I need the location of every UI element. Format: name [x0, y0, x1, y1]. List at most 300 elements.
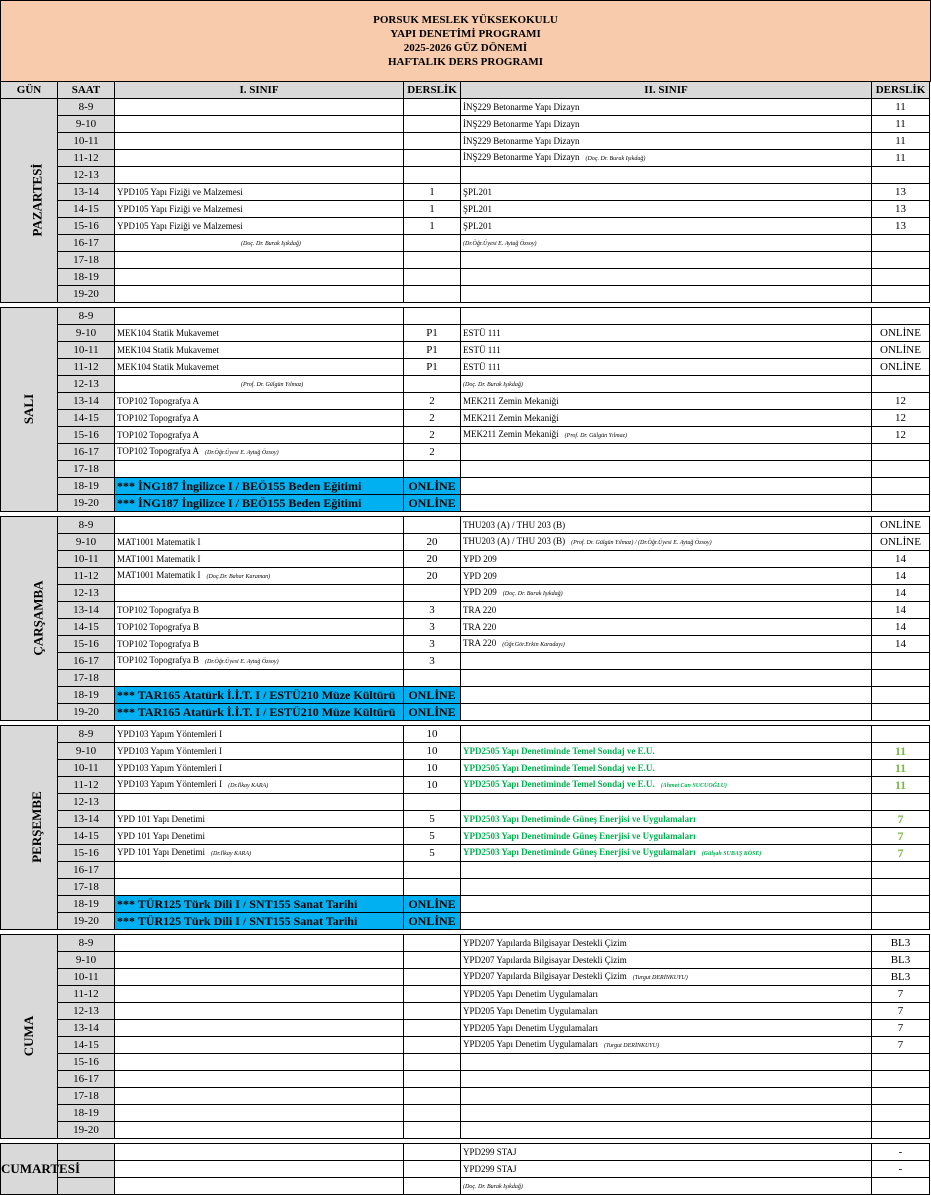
class2-course-cell	[461, 687, 872, 704]
time-slot: 18-19	[58, 896, 115, 913]
class2-room	[872, 1178, 930, 1195]
time-slot	[58, 1144, 115, 1161]
class1-room	[404, 269, 461, 286]
day-cell	[1, 1144, 80, 1195]
time-slot: 15-16	[58, 636, 115, 653]
class1-course-cell	[115, 794, 404, 811]
class1-course-cell	[115, 935, 404, 952]
class2-course-cell	[461, 653, 872, 670]
class2-course: İNŞ229 Betonarme Yapı Dizayn	[463, 102, 580, 112]
class1-course-cell	[115, 670, 404, 687]
class2-room: 12	[872, 393, 930, 410]
schedule-row	[1, 743, 930, 760]
class2-instructor: (Doç. Dr. Burak Işıkdağ)	[585, 156, 646, 162]
time-slot: 8-9	[58, 99, 115, 116]
class1-course-cell	[115, 687, 404, 704]
class1-course: TOP102 Topografya A	[117, 413, 200, 423]
schedule-row	[1, 1003, 930, 1020]
class1-instructor: (Dr.Öğr.Üyesi E. Aytuğ Özsoy)	[205, 659, 279, 665]
class1-room	[404, 1071, 461, 1088]
class1-course-cell	[115, 235, 404, 252]
class2-course-cell	[461, 1003, 872, 1020]
schedule-row	[1, 602, 930, 619]
class2-room: 12	[872, 410, 930, 427]
class2-instructor: (Ahmet Can SUCUOĞLU)	[660, 783, 728, 789]
time-slot: 17-18	[58, 879, 115, 896]
class2-room: -	[872, 1161, 930, 1178]
class1-course: YPD105 Yapı Fiziği ve Malzemesi	[117, 187, 243, 197]
class1-course-cell	[115, 150, 404, 167]
class1-room: P1	[404, 325, 461, 342]
schedule-row	[1, 99, 930, 116]
time-slot: 10-11	[58, 133, 115, 150]
class1-course-cell	[115, 743, 404, 760]
term-name: 2025-2026 GÜZ DÖNEMİ	[403, 42, 528, 54]
class2-course-cell	[461, 726, 872, 743]
class1-course-cell	[115, 879, 404, 896]
schedule-row	[1, 116, 930, 133]
class1-course-cell	[115, 602, 404, 619]
schedule-row	[1, 687, 930, 704]
time-slot: 8-9	[58, 517, 115, 534]
class2-course-cell	[461, 969, 872, 986]
class2-room	[872, 794, 930, 811]
class1-course: TOP102 Topografya A	[117, 446, 200, 456]
class1-room: 2	[404, 393, 461, 410]
class1-room: 3	[404, 602, 461, 619]
class2-course: MEK211 Zemin Mekaniği	[463, 396, 559, 406]
class2-room: 13	[872, 201, 930, 218]
schedule-row	[1, 828, 930, 845]
class2-room	[872, 495, 930, 512]
schedule-row	[1, 308, 930, 325]
class2-course: YPD205 Yapı Denetim Uygulamaları	[463, 1006, 598, 1016]
schedule-row	[1, 913, 930, 930]
class2-course: İNŞ229 Betonarme Yapı Dizayn	[463, 119, 580, 129]
class2-instructor: (Turgut DERİNKUYU)	[604, 1043, 659, 1049]
class2-room	[872, 269, 930, 286]
class1-course-cell	[115, 1178, 404, 1195]
class1-room: 5	[404, 811, 461, 828]
class1-course-cell	[115, 1003, 404, 1020]
schedule-row	[1, 1088, 930, 1105]
day-cell	[1, 726, 58, 930]
class2-room	[872, 376, 930, 393]
class1-room: 2	[404, 444, 461, 461]
class2-room	[872, 896, 930, 913]
class2-course-cell	[461, 1054, 872, 1071]
time-slot: 15-16	[58, 845, 115, 862]
class2-course-cell	[461, 359, 872, 376]
schedule-row	[1, 879, 930, 896]
class1-room: 10	[404, 743, 461, 760]
class2-instructor: (Doç. Dr. Burak Işıkdağ)	[502, 591, 563, 597]
schedule-row	[1, 393, 930, 410]
class1-room	[404, 116, 461, 133]
class1-course-cell	[115, 568, 404, 585]
class1-room	[404, 952, 461, 969]
class2-room	[872, 286, 930, 303]
time-slot: 12-13	[58, 376, 115, 393]
class1-instructor: (Dr.İlkay KARA)	[228, 783, 269, 789]
time-slot: 10-11	[58, 760, 115, 777]
class2-course: ŞPL201	[463, 221, 493, 231]
class1-course-cell	[115, 517, 404, 534]
class2-course: ŞPL201	[463, 204, 493, 214]
class2-instructor: (Doç. Dr. Burak Işıkdağ)	[463, 382, 523, 388]
schedule-row	[1, 636, 930, 653]
class2-room: ONLİNE	[872, 325, 930, 342]
class1-room: 3	[404, 653, 461, 670]
class1-room: 5	[404, 845, 461, 862]
class2-course: İNŞ229 Betonarme Yapı Dizayn	[463, 136, 580, 146]
class1-room: 3	[404, 619, 461, 636]
class2-course-cell	[461, 760, 872, 777]
class2-room: 11	[872, 777, 930, 794]
class1-course-cell	[115, 1071, 404, 1088]
class2-room	[872, 726, 930, 743]
schedule-row	[1, 1037, 930, 1054]
class2-room: 11	[872, 116, 930, 133]
time-slot: 15-16	[58, 1054, 115, 1071]
class2-course: YPD299 STAJ	[463, 1164, 517, 1174]
class2-course-cell	[461, 952, 872, 969]
class1-room	[404, 794, 461, 811]
class2-course-cell	[461, 410, 872, 427]
class1-room	[404, 862, 461, 879]
class2-room	[872, 252, 930, 269]
class1-room	[404, 1178, 461, 1195]
schedule-row	[1, 376, 930, 393]
class1-course-cell	[115, 201, 404, 218]
class2-room	[872, 1122, 930, 1139]
class2-room	[872, 704, 930, 721]
day-cell	[1, 308, 58, 512]
class1-course: TOP102 Topografya A	[117, 430, 200, 440]
class2-room: 7	[872, 986, 930, 1003]
day-name: SALI	[20, 393, 36, 425]
schedule-row	[1, 427, 930, 444]
class1-course-cell	[115, 308, 404, 325]
schedule-row	[1, 551, 930, 568]
class1-course: MAT1001 Matematik I	[117, 570, 201, 580]
class2-course-cell	[461, 218, 872, 235]
class2-course: YPD2503 Yapı Denetiminde Güneş Enerjisi ve Uygulamaları	[463, 814, 696, 824]
time-slot: 9-10	[58, 116, 115, 133]
class1-course-cell	[115, 427, 404, 444]
class1-room: 2	[404, 427, 461, 444]
schedule-row	[1, 1054, 930, 1071]
schedule-row	[1, 252, 930, 269]
class1-course-cell	[115, 1105, 404, 1122]
class2-course-cell	[461, 269, 872, 286]
room1-column-header: DERSLİK	[404, 82, 461, 99]
class1-course-cell	[115, 325, 404, 342]
class2-room	[872, 1054, 930, 1071]
class1-course-cell	[115, 342, 404, 359]
schedule-row	[1, 534, 930, 551]
class2-course-cell	[461, 1020, 872, 1037]
class2-course: YPD205 Yapı Denetim Uygulamaları	[463, 1023, 598, 1033]
class1-instructor: (Dr.İlkay KARA)	[211, 851, 252, 857]
schedule-row	[1, 1178, 930, 1195]
class1-course: TOP102 Topografya A	[117, 396, 200, 406]
schedule-row	[1, 568, 930, 585]
class2-course: YPD2505 Yapı Denetiminde Temel Sondaj ve E.U.	[463, 779, 655, 789]
class2-course-cell	[461, 393, 872, 410]
time-slot: 10-11	[58, 551, 115, 568]
class1-course: *** TAR165 Atatürk İ.İ.T. I / ESTÜ210 Müze Kültürü	[117, 688, 396, 702]
class2-instructor: (Prof. Dr. Gülgün Yılmaz) / (Dr.Öğr.Üyesi E. Aytuğ Özsoy)	[571, 540, 712, 546]
class1-room	[404, 1144, 461, 1161]
class2-instructor: (Öğr.Gör.Erkin Karadayı)	[502, 642, 565, 648]
class2-course-cell	[461, 461, 872, 478]
class2-course: MEK211 Zemin Mekaniği	[463, 413, 559, 423]
time-slot: 16-17	[58, 862, 115, 879]
class1-room: 5	[404, 828, 461, 845]
schedule-row	[1, 359, 930, 376]
class1-course-cell	[115, 1122, 404, 1139]
class2-course-cell	[461, 636, 872, 653]
class2-course: ESTÜ 111	[463, 345, 501, 355]
class1-course-cell	[115, 534, 404, 551]
class1-room	[404, 99, 461, 116]
class2-room: -	[872, 1144, 930, 1161]
class2-course-cell	[461, 427, 872, 444]
schedule-row	[1, 935, 930, 952]
time-slot: 18-19	[58, 478, 115, 495]
class1-room: 20	[404, 534, 461, 551]
schedule-row	[1, 619, 930, 636]
class2-course-cell	[461, 150, 872, 167]
class1-course: *** TÜR125 Türk Dili I / SNT155 Sanat Tarihi	[117, 914, 358, 928]
time-slot: 8-9	[58, 726, 115, 743]
class2-room	[872, 862, 930, 879]
class2-room	[872, 444, 930, 461]
class2-course-cell	[461, 1088, 872, 1105]
class2-course: YPD299 STAJ	[463, 1147, 517, 1157]
class2-course-cell	[461, 286, 872, 303]
schedule-row	[1, 325, 930, 342]
class2-course-cell	[461, 235, 872, 252]
class1-course-cell	[115, 184, 404, 201]
schedule-row	[1, 777, 930, 794]
class1-instructor: (Prof. Dr. Gülgün Yılmaz)	[241, 382, 304, 388]
class1-course-cell	[115, 1144, 404, 1161]
class2-room	[872, 1071, 930, 1088]
class2-course: YPD2503 Yapı Denetiminde Güneş Enerjisi ve Uygulamaları	[463, 847, 696, 857]
class2-room: ONLİNE	[872, 359, 930, 376]
class2-course-cell	[461, 1122, 872, 1139]
time-slot: 14-15	[58, 828, 115, 845]
time-slot: 8-9	[58, 935, 115, 952]
class2-course: TRA 220	[463, 638, 497, 648]
class1-course-cell	[115, 828, 404, 845]
class1-course-cell	[115, 410, 404, 427]
class1-course: MEK104 Statik Mukavemet	[117, 362, 219, 372]
class2-course: THU203 (A) / THU 203 (B)	[463, 520, 566, 530]
class1-room: 1	[404, 201, 461, 218]
class2-room: ONLİNE	[872, 342, 930, 359]
schedule-row	[1, 150, 930, 167]
schedule-row	[1, 184, 930, 201]
class2-room: 14	[872, 585, 930, 602]
class2-room: 7	[872, 1037, 930, 1054]
class1-course-cell	[115, 551, 404, 568]
class2-course-cell	[461, 862, 872, 879]
class1-course: MAT1001 Matematik I	[117, 537, 201, 547]
class2-room: ONLİNE	[872, 517, 930, 534]
class1-room: 3	[404, 636, 461, 653]
class1-course: YPD 101 Yapı Denetimi	[117, 814, 206, 824]
class1-room	[404, 969, 461, 986]
class2-room: 7	[872, 845, 930, 862]
day-cell	[1, 99, 58, 303]
schedule-row	[1, 444, 930, 461]
schedule-title: HAFTALIK DERS PROGRAMI	[387, 56, 544, 68]
class1-course-cell	[115, 252, 404, 269]
class2-room	[872, 879, 930, 896]
class1-room: P1	[404, 342, 461, 359]
class2-room	[872, 478, 930, 495]
class1-course-cell	[115, 952, 404, 969]
class2-course: YPD 209	[463, 571, 497, 581]
class2-room	[872, 235, 930, 252]
class2-room: 7	[872, 1003, 930, 1020]
class1-course-cell	[115, 478, 404, 495]
class1-course-cell	[115, 1088, 404, 1105]
time-slot: 9-10	[58, 743, 115, 760]
time-slot: 14-15	[58, 619, 115, 636]
time-slot: 16-17	[58, 653, 115, 670]
time-slot: 11-12	[58, 150, 115, 167]
class2-room: ONLİNE	[872, 534, 930, 551]
class1-room	[404, 376, 461, 393]
class1-course-cell	[115, 704, 404, 721]
class1-course-cell	[115, 760, 404, 777]
class1-room: ONLİNE	[404, 495, 461, 512]
class1-course-cell	[115, 461, 404, 478]
class2-instructor: (Dr.Öğr.Üyesi E. Aytuğ Özsoy)	[463, 241, 537, 247]
time-slot: 18-19	[58, 687, 115, 704]
time-slot: 16-17	[58, 235, 115, 252]
time-slot: 8-9	[58, 308, 115, 325]
class1-room: 10	[404, 726, 461, 743]
class2-course: YPD 209	[463, 554, 497, 564]
class1-course-cell	[115, 653, 404, 670]
class2-room	[872, 653, 930, 670]
schedule-header	[0, 0, 931, 82]
schedule-row	[1, 1122, 930, 1139]
class2-course: YPD2505 Yapı Denetiminde Temel Sondaj ve E.U.	[463, 746, 655, 756]
class2-course-cell	[461, 184, 872, 201]
class2-course: YPD 209	[463, 587, 497, 597]
class1-room	[404, 235, 461, 252]
class2-course-cell	[461, 896, 872, 913]
time-slot: 9-10	[58, 325, 115, 342]
class2-course-cell	[461, 308, 872, 325]
schedule-row	[1, 862, 930, 879]
schedule-row	[1, 726, 930, 743]
class1-course-cell	[115, 845, 404, 862]
class2-course-cell	[461, 986, 872, 1003]
class2-course-cell	[461, 935, 872, 952]
class1-room	[404, 133, 461, 150]
school-name: PORSUK MESLEK YÜKSEKOKULU	[373, 14, 558, 26]
schedule-row	[1, 794, 930, 811]
time-slot: 15-16	[58, 427, 115, 444]
schedule-row	[1, 167, 930, 184]
class1-course: *** TAR165 Atatürk İ.İ.T. I / ESTÜ210 Müze Kültürü	[117, 705, 396, 719]
class1-room: 20	[404, 551, 461, 568]
time-slot: 16-17	[58, 1071, 115, 1088]
class2-course-cell	[461, 913, 872, 930]
time-slot: 12-13	[58, 1003, 115, 1020]
time-slot: 18-19	[58, 269, 115, 286]
class2-room: 12	[872, 427, 930, 444]
class2-course-cell	[461, 201, 872, 218]
schedule-row	[1, 201, 930, 218]
class1-instructor: (Doç. Dr. Burak Işıkdağ)	[241, 241, 301, 247]
class2-course: THU203 (A) / THU 203 (B)	[463, 536, 566, 546]
class2-room: 14	[872, 551, 930, 568]
class2-room: 13	[872, 218, 930, 235]
class1-room: 2	[404, 410, 461, 427]
class1-course-cell	[115, 495, 404, 512]
room2-column-header: DERSLİK	[872, 82, 930, 99]
column-header-row	[1, 82, 930, 99]
class2-course: YPD2505 Yapı Denetiminde Temel Sondaj ve E.U.	[463, 763, 655, 773]
class1-room	[404, 1105, 461, 1122]
class1-room: 1	[404, 218, 461, 235]
class2-course-cell	[461, 478, 872, 495]
class1-room	[404, 1037, 461, 1054]
class1-room: 10	[404, 777, 461, 794]
class2-course-cell	[461, 670, 872, 687]
schedule-row	[1, 704, 930, 721]
class2-room: 13	[872, 184, 930, 201]
schedule-row	[1, 133, 930, 150]
class2-course-cell	[461, 325, 872, 342]
class1-room: 10	[404, 760, 461, 777]
class1-course: TOP102 Topografya B	[117, 622, 200, 632]
class2-room: 11	[872, 99, 930, 116]
schedule-row	[1, 896, 930, 913]
class2-course: TRA 220	[463, 622, 497, 632]
class1-course-cell	[115, 862, 404, 879]
class1-course-cell	[115, 99, 404, 116]
time-slot: 19-20	[58, 913, 115, 930]
class2-course-cell	[461, 602, 872, 619]
class2-room: BL3	[872, 969, 930, 986]
time-slot: 16-17	[58, 444, 115, 461]
class1-course: MAT1001 Matematik I	[117, 554, 201, 564]
class1-room	[404, 286, 461, 303]
time-slot: 14-15	[58, 1037, 115, 1054]
class1-room	[404, 252, 461, 269]
class1-course-cell	[115, 444, 404, 461]
class1-room	[404, 585, 461, 602]
day-column-header: GÜN	[1, 82, 58, 99]
class1-course: *** TÜR125 Türk Dili I / SNT155 Sanat Tarihi	[117, 897, 358, 911]
class2-course: YPD205 Yapı Denetim Uygulamaları	[463, 989, 598, 999]
class2-course: TRA 220	[463, 605, 497, 615]
class1-instructor: (Dr.Öğr.Üyesi E. Aytuğ Özsoy)	[205, 450, 279, 456]
class2-course: İNŞ229 Betonarme Yapı Dizayn	[463, 152, 580, 162]
class1-course-cell	[115, 116, 404, 133]
class2-room	[872, 687, 930, 704]
class2-course-cell	[461, 1105, 872, 1122]
